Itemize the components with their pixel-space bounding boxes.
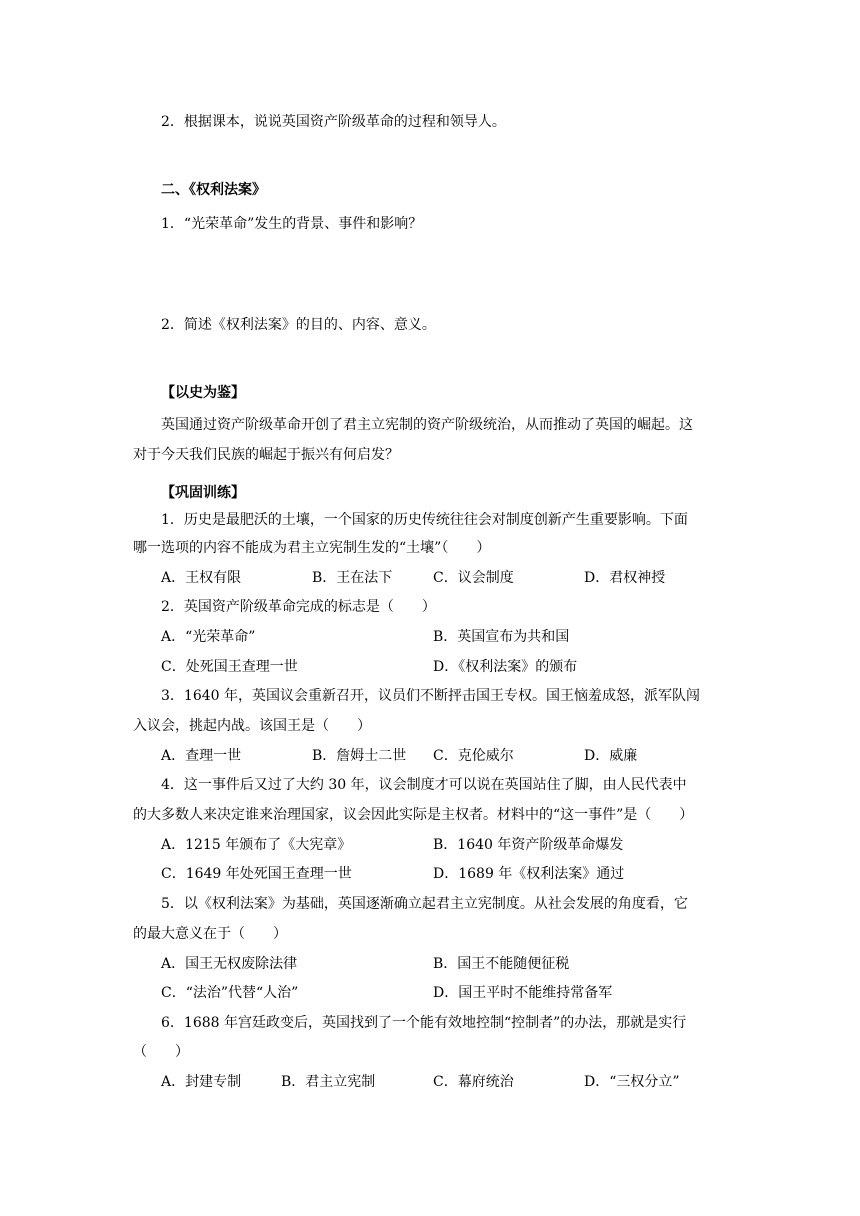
practice-q1-line-2: 哪一选项的内容不能成为君主立宪制生发的“土壤”（ ） [133,540,491,556]
practice-q6-option-b: B．君主立宪制 [281,1074,376,1090]
practice-q6-option-a: A．封建专制 [161,1074,242,1090]
practice-q4-option-c: C．1649 年处死国王查理一世 [161,866,352,882]
practice-q2-option-b: B．英国宣布为共和国 [433,629,570,645]
practice-q2-option-a: A．“光荣革命” [161,629,256,645]
practice-q2-option-d: D．《权利法案》的颁布 [433,659,578,675]
practice-q4-option-d: D．1689 年《权利法案》通过 [433,866,625,882]
practice-q4-line-2: 的大多数人来决定谁来治理国家，议会因此实际是主权者。材料中的“这一事件”是（ ） [133,807,694,823]
practice-q5-option-c: C．“法治”代替“人治” [161,985,299,1001]
practice-q3-option-a: A．查理一世 [161,748,242,764]
practice-q1-option-d: D．君权神授 [584,570,666,586]
practice-q5-option-d: D．国王平时不能维持常备军 [433,985,613,1001]
part2-question-1: 1．“光荣革命”发生的背景、事件和影响？ [161,216,423,232]
part2-question-2: 2．简述《权利法案》的目的、内容、意义。 [161,317,436,333]
practice-q3-option-d: D．威廉 [584,748,638,764]
history-mirror-text-line-1: 英国通过资产阶级革命开创了君主立宪制的资产阶级统治，从而推动了英国的崛起。这 [161,417,693,433]
practice-q3-line-2: 入议会，挑起内战。该国王是（ ） [133,718,371,734]
practice-q6-option-d: D．“三权分立” [584,1074,680,1090]
history-mirror-text-line-2: 对于今天我们民族的崛起于振兴有何启发？ [133,447,399,463]
part1-question-2: 2．根据课本，说说英国资产阶级革命的过程和领导人。 [161,114,506,130]
practice-q3-option-c: C．克伦威尔 [433,748,514,764]
practice-q3-option-b: B．詹姆士二世 [312,748,407,764]
practice-q6-option-c: C．幕府统治 [433,1074,514,1090]
practice-q1-option-b: B．王在法下 [312,570,393,586]
practice-q3-line-1: 3．1640 年，英国议会重新召开，议员们不断抨击国王专权。国王恼羞成怒，派军队闯 [161,688,700,704]
practice-q5-line-2: 的最大意义在于（ ） [133,926,287,942]
practice-heading: 【巩固训练】 [161,485,245,501]
practice-q4-line-1: 4．这一事件后又过了大约 30 年，议会制度才可以说在英国站住了脚，由人民代表中 [161,777,687,793]
practice-q4-option-b: B．1640 年资产阶级革命爆发 [433,837,624,853]
practice-q1-line-1: 1．历史是最肥沃的土壤，一个国家的历史传统往往会对制度创新产生重要影响。下面 [161,512,688,528]
practice-q1-option-a: A．王权有限 [161,570,242,586]
practice-q2-line-1: 2．英国资产阶级革命完成的标志是（ ） [161,599,436,615]
practice-q6-line-2: （ ） [133,1044,189,1060]
practice-q5-line-1: 5．以《权利法案》为基础，英国逐渐确立起君主立宪制度。从社会发展的角度看，它 [161,896,688,912]
practice-q5-option-a: A．国王无权废除法律 [161,956,298,972]
practice-q6-line-1: 6．1688 年宫廷政变后，英国找到了一个能有效地控制“控制者”的办法，那就是实行 [161,1015,687,1031]
practice-q5-option-b: B．国王不能随便征税 [433,956,570,972]
practice-q1-option-c: C．议会制度 [433,570,514,586]
history-mirror-heading: 【以史为鉴】 [161,385,245,401]
practice-q4-option-a: A．1215 年颁布了《大宪章》 [161,837,352,853]
section-heading-bill-of-rights: 二、《权利法案》 [161,182,266,198]
practice-q2-option-c: C．处死国王查理一世 [161,659,298,675]
